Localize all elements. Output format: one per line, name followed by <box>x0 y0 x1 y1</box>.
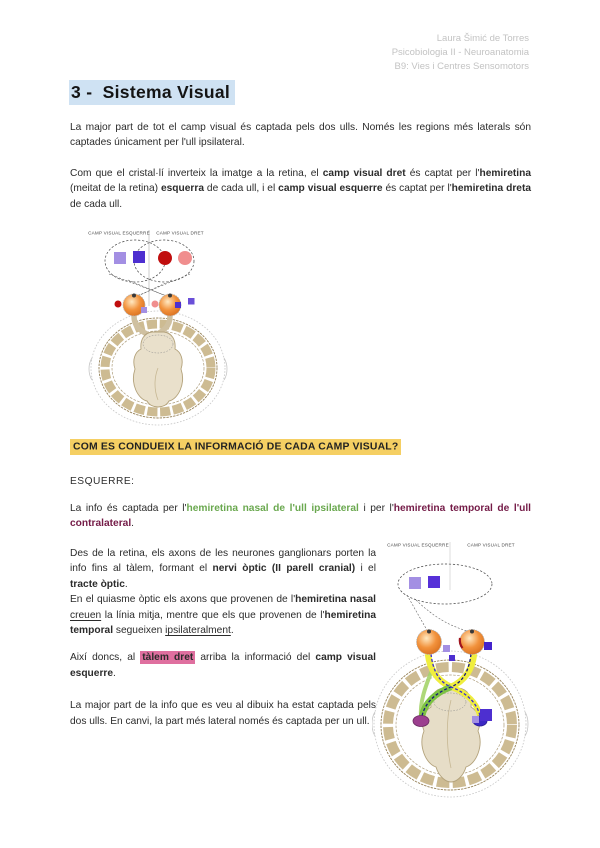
thalamus-midbrain <box>133 332 182 407</box>
page-title <box>69 82 235 103</box>
paragraph-dibuix: La major part de la info que es veu al dibuix ha estat captada pels dos ulls. En canvi, la part més lateral només és captada per un ull. <box>70 700 376 727</box>
page-header <box>392 32 529 73</box>
diagram1-label-right: CAMP VISUAL DRET <box>156 230 204 236</box>
section-heading <box>70 441 401 452</box>
header-unit: B9: Vies i Centres Sensomotors <box>394 60 529 72</box>
visual-fields-diagram-top <box>88 228 230 435</box>
visual-field-stimuli <box>409 576 440 589</box>
paragraph-hemiretines: La info és captada per l'hemiretina nasal de l'ull ipsilateral i per l'hemiretina temporal de l'ull contralateral. <box>70 503 532 530</box>
paragraph-inversion: Com que el cristal·lí inverteix la imatge a la retina, el camp visual dret és captat per l'hemiretina (meitat de la retina) esquerra de cada ull, i el camp visual esquerre és captat per l'hemiretina dreta de cada ull. <box>70 168 532 210</box>
visual-field-stimuli <box>114 251 192 265</box>
eyes <box>417 630 485 655</box>
paragraph-intro: La major part de tot el camp visual és captada pels dos ulls. Només les regions més laterals són captades únicament per l'ull ipsilateral. <box>70 122 531 149</box>
brain-diagram-2-svg <box>372 540 538 808</box>
brain-diagram-1-svg <box>88 228 230 430</box>
header-author: Laura Šimić de Torres <box>436 33 529 44</box>
diagram2-label-right: CAMP VISUAL DRET <box>467 542 515 548</box>
diagram2-label-left: CAMP VISUAL ESQUERRE <box>387 542 449 548</box>
diagram1-label-left: CAMP VISUAL ESQUERRE <box>88 230 150 236</box>
projection-lines <box>407 595 469 632</box>
visual-pathway-diagram-right <box>372 540 538 813</box>
paragraph-quiasme: En el quiasme òptic els axons que provenen de l'hemiretina nasal creuen la línia mitja, mentre que els que provenen de l'hemiretina temporal segueixen ipsilateralment. <box>70 594 376 637</box>
projection-lines <box>109 274 190 298</box>
left-text-column <box>70 546 376 729</box>
paragraph-nervi-optic: Des de la retina, els axons de les neurones ganglionars porten la info fins al tàlem, formant el nervi òptic (II parell cranial) i el tracte òptic. <box>70 548 376 590</box>
subsection-esquerre: ESQUERRE: <box>70 476 135 487</box>
title-highlight: 3 - Sistema Visual <box>69 80 235 105</box>
header-course: Psicobiologia II - Neuroanatomia <box>391 46 529 58</box>
heading-highlight: COM ES CONDUEIX LA INFORMACIÓ DE CADA CAMP VISUAL? <box>70 439 401 455</box>
paragraph-talem-dret: Així doncs, al tàlem dret arriba la informació del camp visual esquerre. <box>70 652 377 679</box>
